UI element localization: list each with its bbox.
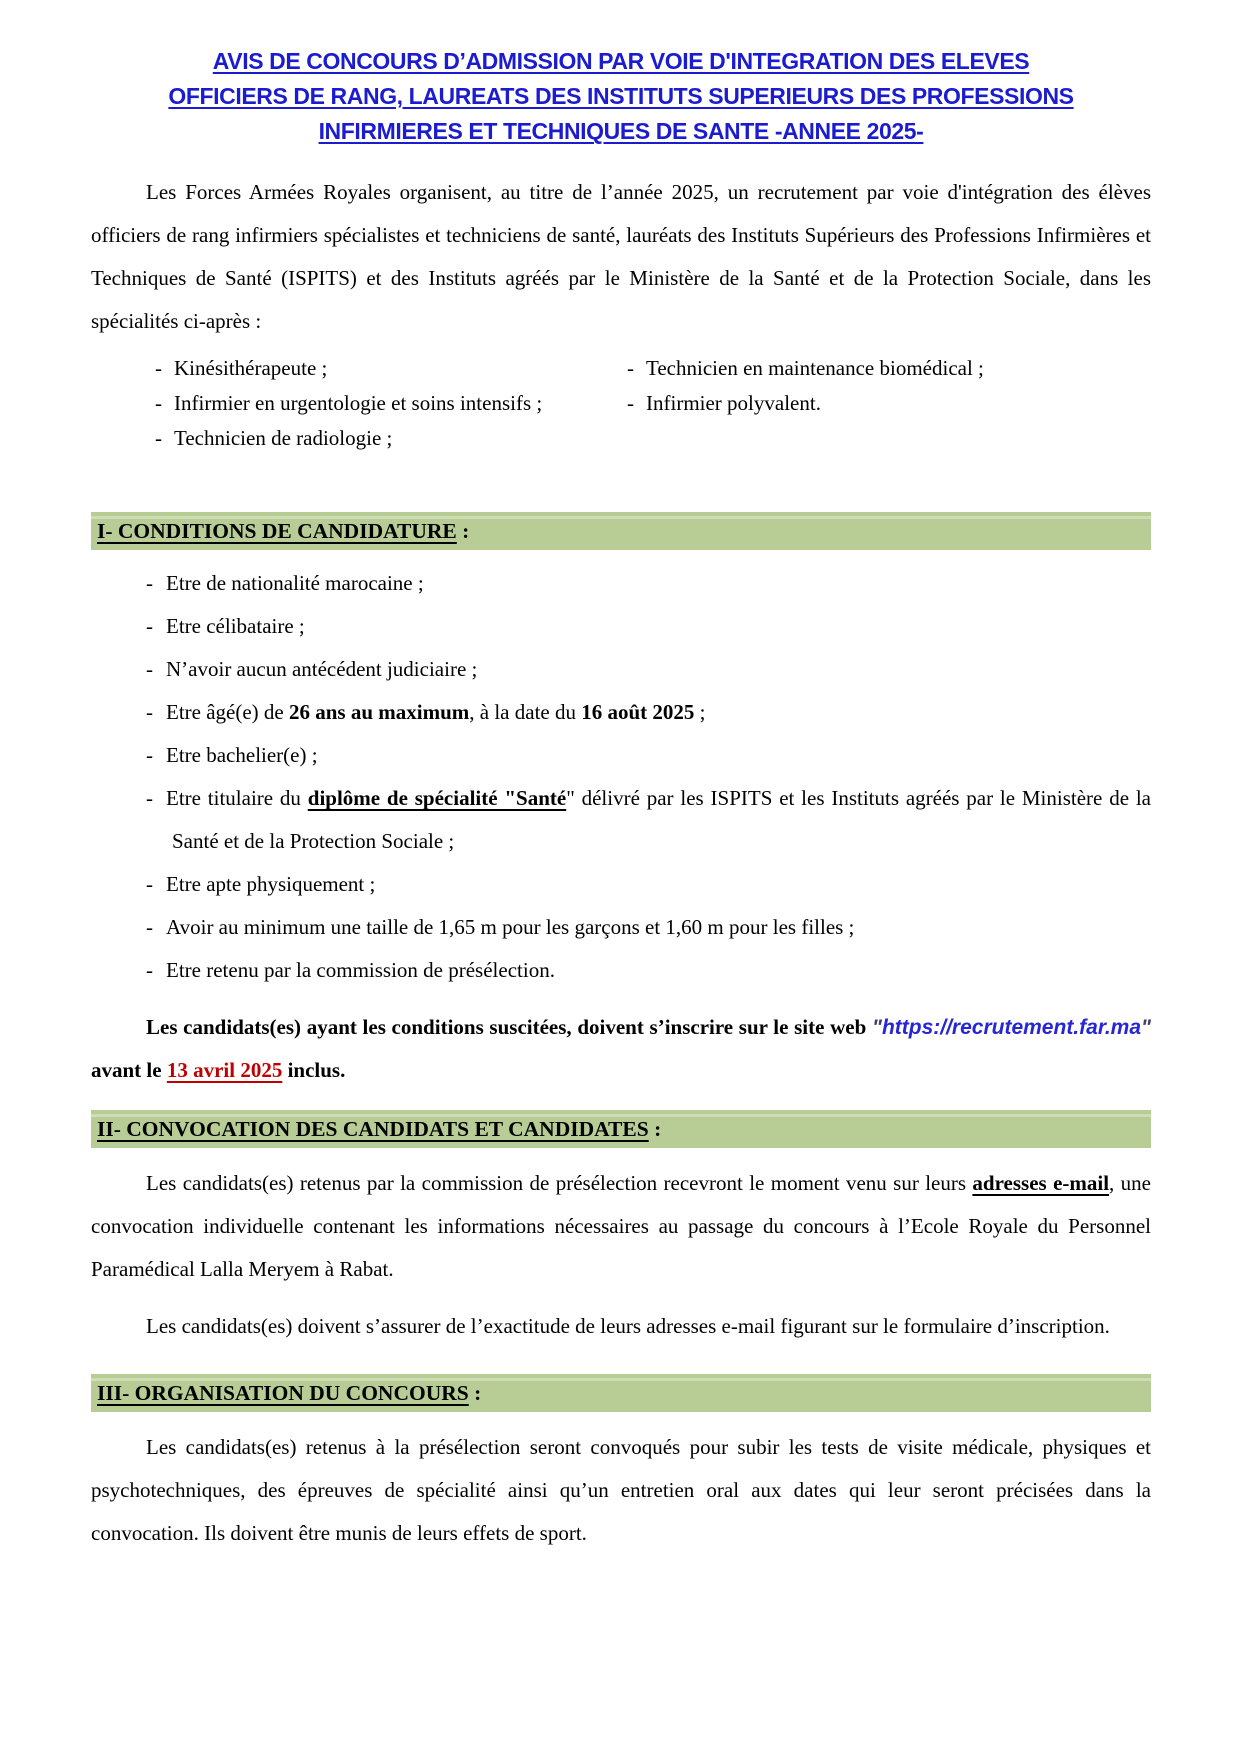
list-item [155, 421, 627, 456]
condition-emphasis: diplôme de spécialité "Santé [307, 786, 567, 810]
condition-item: - Etre apte physiquement ; [146, 872, 376, 896]
section-heading-label: I- CONDITIONS DE CANDIDATURE [97, 519, 457, 543]
specialty-label: Technicien de radiologie ; [174, 426, 393, 450]
specialty-label: Infirmier en urgentologie et soins intensifs ; [174, 391, 543, 415]
list-item [627, 386, 1151, 421]
convocation-paragraph-2: Les candidats(es) doivent s’assurer de l’exactitude de leurs adresses e-mail figurant sur le formulaire d’inscription. [146, 1314, 1110, 1338]
condition-item: - Etre titulaire du diplôme de spécialité "Santé" délivré par les ISPITS et les Instituts agréés par le Ministère de la Santé et de la Protection Sociale ; [146, 786, 1151, 853]
url-open-quote: " [871, 1016, 882, 1039]
section-heading-organisation [91, 1374, 1151, 1412]
condition-item: - Etre célibataire ; [146, 614, 305, 638]
registration-text: Les candidats(es) ayant les conditions suscitées, doivent s’inscrire sur le site web [146, 1015, 872, 1039]
condition-text: , à la date du [469, 700, 582, 724]
specialties-column-left [155, 351, 627, 456]
section-heading-colon: : [456, 519, 470, 543]
condition-item: - N’avoir aucun antécédent judiciaire ; [146, 657, 478, 681]
condition-item: - Etre retenu par la commission de présélection. [146, 958, 555, 982]
document-title [91, 44, 1151, 149]
condition-item: - Etre âgé(e) de 26 ans au maximum, à la date du 16 août 2025 ; [146, 700, 706, 724]
condition-text: Etre de nationalité marocaine ; [166, 571, 424, 595]
condition-item: - Avoir au minimum une taille de 1,65 m pour les garçons et 1,60 m pour les filles ; [146, 915, 855, 939]
registration-text: inclus. [282, 1058, 346, 1082]
specialties-list [91, 351, 1151, 456]
condition-text: Etre célibataire ; [166, 614, 305, 638]
section-heading-label: III- ORGANISATION DU CONCOURS [97, 1381, 469, 1405]
conditions-list [91, 562, 1151, 992]
condition-text: " délivré par les ISPITS et les Instituts agréés par le Ministère de la Santé et de la Protection Sociale ; [172, 786, 1151, 853]
condition-text: Etre apte physiquement ; [166, 872, 376, 896]
convocation-paragraph-1 [91, 1162, 1151, 1291]
section-heading-colon: : [468, 1381, 482, 1405]
registration-text: avant le [91, 1058, 167, 1082]
list-item [155, 351, 627, 386]
convocation-text: , une convocation individuelle contenant les informations nécessaires au passage du concours à l’Ecole Royale du Personnel Paramédical Lalla Meryem à Rabat. [91, 1171, 1151, 1281]
list-dash: - [155, 391, 162, 415]
list-dash: - [627, 391, 634, 415]
intro-paragraph: Les Forces Armées Royales organisent, au titre de l’année 2025, un recrutement par voie d'intégration des élèves officiers de rang infirmiers spécialistes et techniciens de santé, lauréats des Instituts Supérieurs des Professions Infirmières et Techniques de Santé (ISPITS) et des Instituts agréés par le Ministère de la Santé et de la Protection Sociale, dans les spécialités ci-après : [91, 180, 1151, 333]
condition-text: Etre bachelier(e) ; [166, 743, 318, 767]
list-dash: - [155, 426, 162, 450]
convocation-text: Les candidats(es) retenus par la commission de présélection recevront le moment venu sur leurs [146, 1171, 973, 1195]
list-dash: - [155, 356, 162, 380]
list-item [155, 386, 627, 421]
section-heading-label: II- CONVOCATION DES CANDIDATS ET CANDIDATES [97, 1117, 649, 1141]
section-heading-colon: : [648, 1117, 662, 1141]
condition-emphasis: 16 août 2025 [581, 700, 695, 724]
condition-item: - Etre de nationalité marocaine ; [146, 571, 424, 595]
email-emphasis: adresses e-mail [972, 1171, 1110, 1195]
condition-text: N’avoir aucun antécédent judiciaire ; [166, 657, 478, 681]
condition-emphasis: 26 ans au maximum [289, 700, 470, 724]
specialties-column-right [627, 351, 1151, 456]
condition-text: Etre âgé(e) de [166, 700, 289, 724]
specialty-label: Kinésithérapeute ; [174, 356, 328, 380]
condition-text: ; [694, 700, 706, 724]
condition-text: Etre retenu par la commission de présélection. [166, 958, 555, 982]
title-line-3: INFIRMIERES ET TECHNIQUES DE SANTE -ANNEE 2025- [318, 118, 924, 144]
section-heading-convocation [91, 1110, 1151, 1148]
section-heading-conditions [91, 512, 1151, 550]
title-line-1: AVIS DE CONCOURS D’ADMISSION PAR VOIE D'INTEGRATION DES ELEVES [212, 48, 1030, 74]
specialty-label: Technicien en maintenance biomédical ; [646, 356, 984, 380]
list-dash: - [627, 356, 634, 380]
registration-url-link[interactable]: https://recrutement.far.ma [881, 1016, 1142, 1039]
url-close-quote: " [1141, 1016, 1151, 1039]
condition-item: - Etre bachelier(e) ; [146, 743, 318, 767]
registration-paragraph [91, 1006, 1151, 1092]
deadline-date: 13 avril 2025 [166, 1058, 283, 1082]
organisation-paragraph: Les candidats(es) retenus à la présélection seront convoqués pour subir les tests de visite médicale, physiques et psychotechniques, des épreuves de spécialité ainsi qu’un entretien oral aux dates qui leur seront précisées dans la convocation. Ils doivent être munis de leurs effets de sport. [91, 1435, 1151, 1545]
condition-text: Avoir au minimum une taille de 1,65 m pour les garçons et 1,60 m pour les filles ; [166, 915, 855, 939]
condition-text: Etre titulaire du [166, 786, 308, 810]
specialty-label: Infirmier polyvalent. [646, 391, 821, 415]
title-line-2: OFFICIERS DE RANG, LAUREATS DES INSTITUTS SUPERIEURS DES PROFESSIONS [168, 83, 1074, 109]
list-item [627, 351, 1151, 386]
